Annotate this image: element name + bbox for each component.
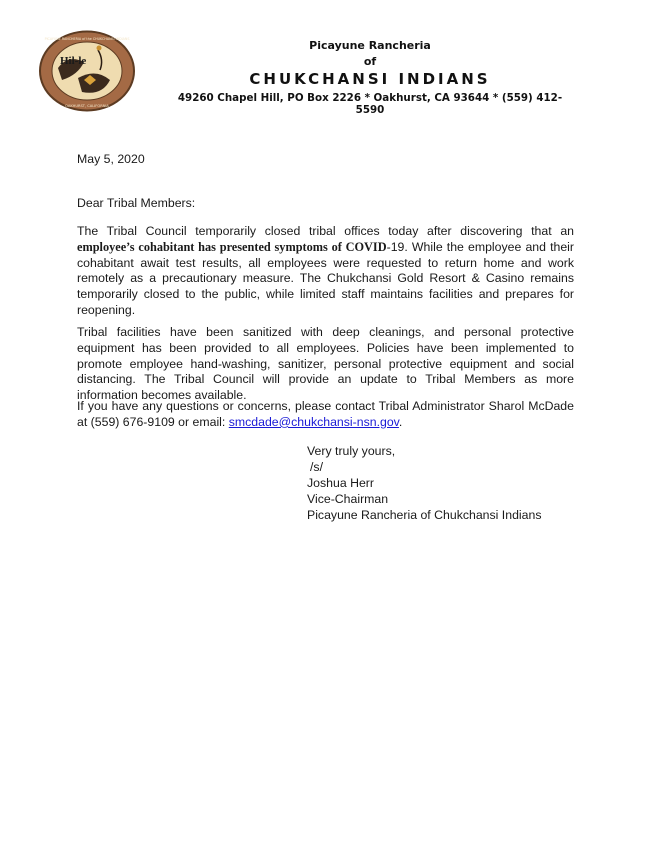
letter-salutation: Dear Tribal Members: [77,196,196,210]
svg-text:OAKHURST, CALIFORNIA: OAKHURST, CALIFORNIA [65,104,109,108]
tribal-seal-logo [38,30,136,112]
signature-org: Picayune Rancheria of Chukchansi Indians [307,508,542,522]
letterhead-address: 49260 Chapel Hill, PO Box 2226 * Oakhurst, CA 93644 * (559) 412-5590 [177,92,563,116]
signature-name: Joshua Herr [307,476,374,490]
svg-text:Hil-le: Hil-le [60,55,87,67]
letterhead-org-line1: Picayune Rancheria [309,39,431,52]
paragraph-emphasis: employee’s cohabitant has presented symptoms of COVID [77,239,387,254]
letterhead-org-line2: of [363,55,377,68]
signature-closing: Very truly yours, [307,444,396,458]
letter-date: May 5, 2020 [77,152,145,166]
letter-paragraph-1: The Tribal Council temporarily closed tribal offices today after discovering that an employee’s cohabitant has presented symptoms of COVID-19. While the employee and their cohabitant await test results, all employees were requested to return home and work remotely as a precautionary measure. The Chukchansi Gold Resort & Casino remains temporarily closed to the public, while limited staff maintains facilities and prepares for reopening. [77,224,575,317]
letterhead-org-name: CHUKCHANSI INDIANS [249,70,491,88]
letter-paragraph-3: If you have any questions or concerns, please contact Tribal Administrator Sharol McDade at (559) 676-9109 or email: smcdade@chukchansi-nsn.gov. [77,399,574,429]
svg-text:PICAYUNE RANCHERIA of the CHUK: PICAYUNE RANCHERIA of the CHUKCHANSI INDIANS [44,37,130,41]
letter-paragraph-2: Tribal facilities have been sanitized with deep cleanings, and personal protective equipment has been provided to all employees. Policies have been implemented to promote employee hand-washing, sanitizer, personal protective equipment and social distancing. The Tribal Council will provide an update to Tribal Members as more information becomes available. [77,325,574,403]
email-link[interactable]: smcdade@chukchansi-nsn.gov [228,414,399,429]
signature-title: Vice-Chairman [307,492,389,506]
signature-mark: /s/ [310,460,323,474]
